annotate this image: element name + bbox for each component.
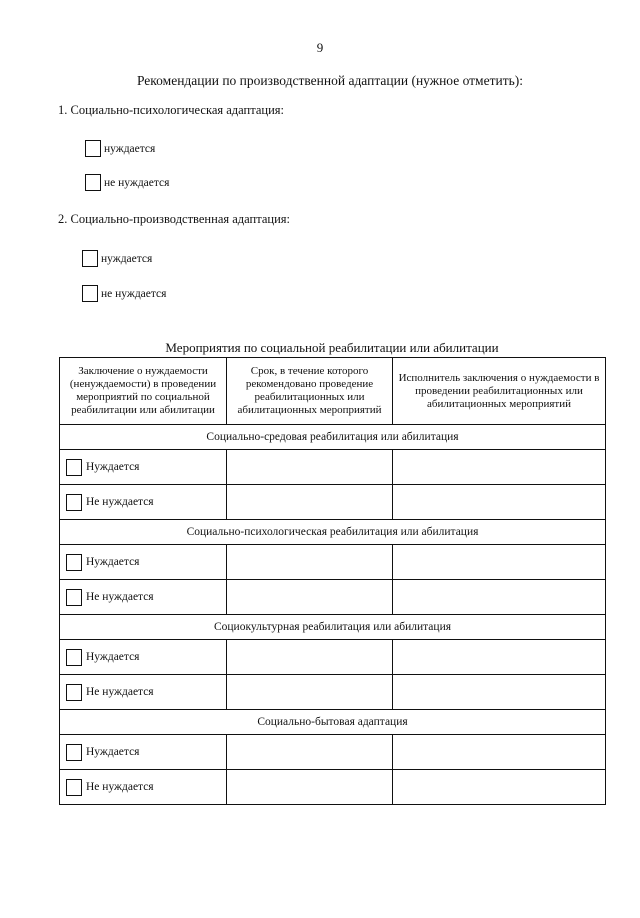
table-title: Мероприятия по социальной реабилитации или абилитации (165, 340, 499, 355)
table-row (60, 640, 606, 675)
option-label: Нуждается (86, 746, 140, 758)
option-row (85, 174, 169, 191)
checkbox[interactable] (66, 744, 82, 761)
section-title: Социально-средовая реабилитация или абилитация (60, 425, 606, 450)
term-cell[interactable] (227, 770, 393, 805)
executor-cell[interactable] (393, 580, 606, 615)
table-row (60, 545, 606, 580)
section-row (60, 710, 606, 735)
term-cell[interactable] (227, 450, 393, 485)
table-header-row (60, 358, 606, 425)
rehabilitation-table (59, 357, 606, 805)
table-row (60, 485, 606, 520)
section-title: Социокультурная реабилитация или абилитация (60, 615, 606, 640)
option-label: не нуждается (101, 287, 167, 300)
checkbox[interactable] (82, 250, 98, 267)
table-row (60, 675, 606, 710)
term-cell[interactable] (227, 580, 393, 615)
executor-cell[interactable] (393, 770, 606, 805)
executor-cell[interactable] (393, 735, 606, 770)
term-cell[interactable] (227, 545, 393, 580)
column-header: Срок, в течение которого рекомендовано проведение реабилитационных или абилитационных мероприятий (227, 358, 393, 425)
page-title: Рекомендации по производственной адаптации (нужное отметить): (136, 73, 524, 88)
option-label: Не нуждается (86, 781, 154, 793)
section-title: Социально-бытовая адаптация (60, 710, 606, 735)
table-row (60, 770, 606, 805)
term-cell[interactable] (227, 485, 393, 520)
question-social-psychological: 1. Социально-психологическая адаптация: (58, 103, 285, 117)
table-row (60, 735, 606, 770)
option-label: Не нуждается (86, 591, 154, 603)
checkbox[interactable] (66, 554, 82, 571)
table-row (60, 450, 606, 485)
option-label: Не нуждается (86, 496, 154, 508)
table-row (60, 580, 606, 615)
section-title: Социально-психологическая реабилитация или абилитация (60, 520, 606, 545)
option-label: нуждается (104, 142, 156, 155)
executor-cell[interactable] (393, 545, 606, 580)
checkbox[interactable] (66, 779, 82, 796)
checkbox[interactable] (66, 494, 82, 511)
option-row (85, 140, 155, 157)
checkbox[interactable] (66, 684, 82, 701)
section-row (60, 520, 606, 545)
option-label: Нуждается (86, 651, 140, 663)
option-label: нуждается (101, 252, 153, 265)
checkbox[interactable] (82, 285, 98, 302)
option-row (82, 285, 166, 302)
section-row (60, 615, 606, 640)
checkbox[interactable] (66, 649, 82, 666)
executor-cell[interactable] (393, 450, 606, 485)
column-header: Исполнитель заключения о нуждаемости в проведении реабилитационных или абилитационных мероприятий (393, 358, 606, 425)
question-social-production: 2. Социально-производственная адаптация: (58, 212, 290, 226)
checkbox[interactable] (85, 140, 101, 157)
executor-cell[interactable] (393, 675, 606, 710)
executor-cell[interactable] (393, 485, 606, 520)
option-label: Нуждается (86, 461, 140, 473)
section-row (60, 425, 606, 450)
executor-cell[interactable] (393, 640, 606, 675)
checkbox[interactable] (85, 174, 101, 191)
checkbox[interactable] (66, 459, 82, 476)
option-label: Нуждается (86, 556, 140, 568)
option-label: Не нуждается (86, 686, 154, 698)
term-cell[interactable] (227, 735, 393, 770)
column-header: Заключение о нуждаемости (ненуждаемости) в проведении мероприятий по социальной реабилитации или абилитации (60, 358, 227, 425)
term-cell[interactable] (227, 640, 393, 675)
option-row (82, 250, 152, 267)
page-number: 9 (316, 40, 324, 55)
checkbox[interactable] (66, 589, 82, 606)
term-cell[interactable] (227, 675, 393, 710)
option-label: не нуждается (104, 176, 170, 189)
